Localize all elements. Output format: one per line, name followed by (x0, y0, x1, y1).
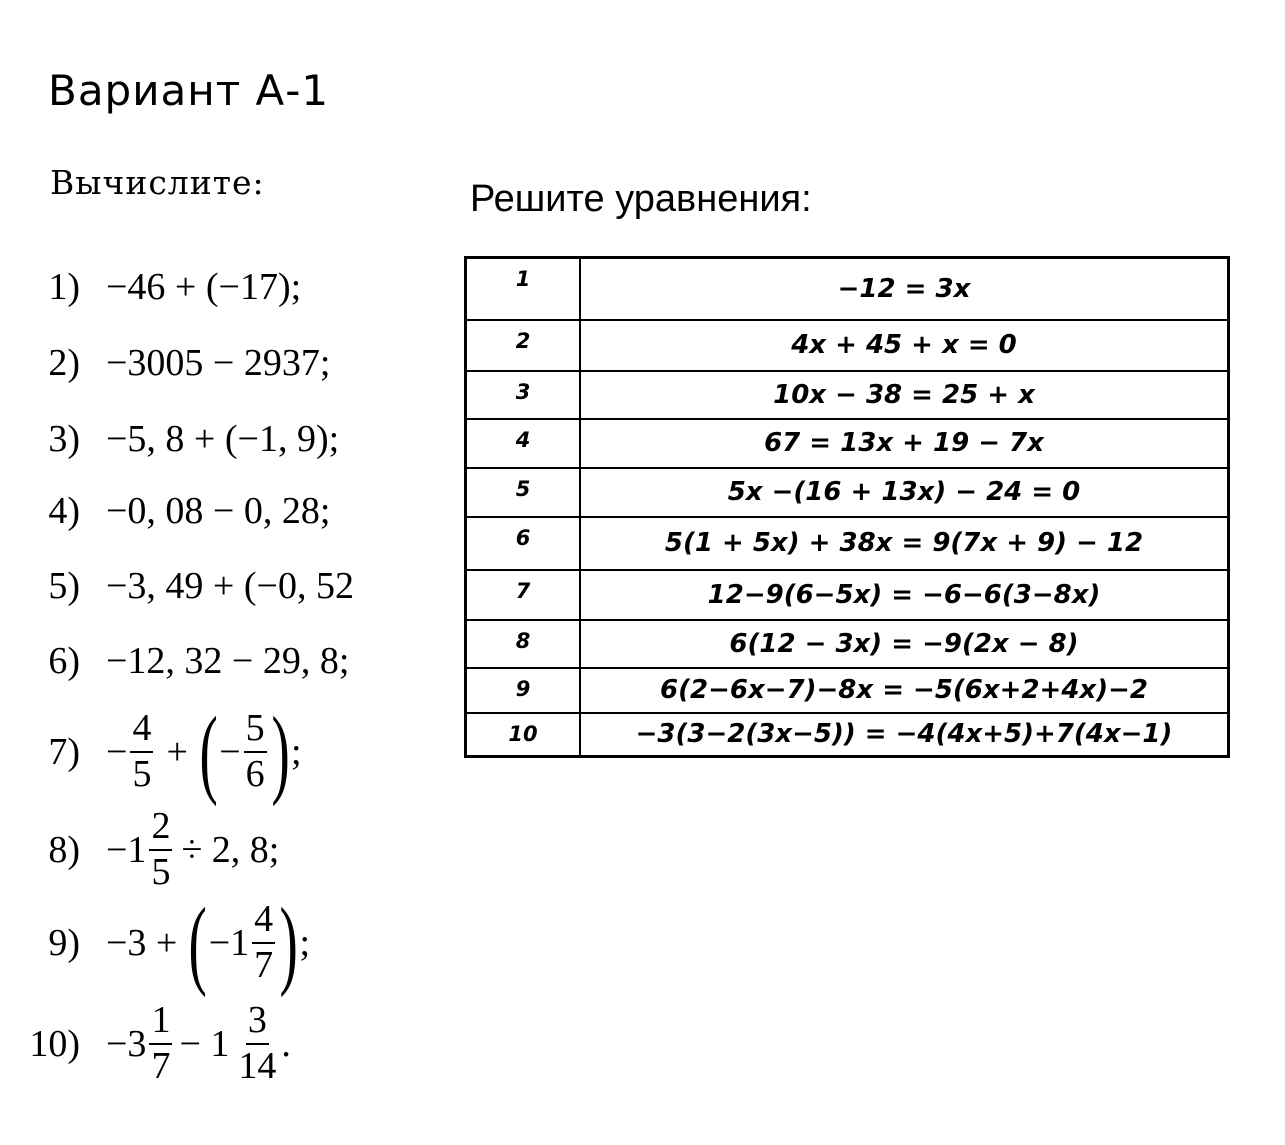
problem-number: 7) (48, 731, 80, 773)
open-paren: ( (188, 887, 208, 998)
expr-part: ÷ 2, 8; (181, 829, 280, 871)
calc-problem (0, 264, 301, 310)
fraction-numerator: 1 (149, 1001, 172, 1045)
problem-expression (106, 887, 310, 998)
problem-number: 10) (29, 1023, 80, 1065)
table-row (466, 620, 1229, 668)
fraction (252, 900, 275, 986)
equations-heading: Решите уравнения: (470, 178, 812, 220)
problem-number: 6) (48, 640, 80, 682)
fraction-numerator: 5 (244, 709, 267, 753)
problem-number: 2) (48, 342, 80, 384)
equation-number: 7 (466, 570, 581, 620)
calculation-problems (0, 0, 440, 1145)
equation-cell: 12−9(6−5x) = −6−6(3−8x) (580, 570, 1229, 620)
calc-problem (0, 563, 354, 609)
fraction (244, 709, 267, 795)
equation-number: 1 (466, 258, 581, 320)
equation-number: 10 (466, 713, 581, 757)
equation-cell: 5x −(16 + 13x) − 24 = 0 (580, 468, 1229, 517)
calc-problem (0, 696, 302, 807)
problem-expression: −12, 32 − 29, 8; (106, 640, 350, 682)
fraction-denominator: 6 (245, 753, 265, 795)
fraction (149, 807, 172, 893)
fraction-denominator: 14 (238, 1045, 277, 1087)
problem-expression (106, 696, 302, 807)
expr-part: −3 + (106, 922, 178, 964)
equation-number: 9 (466, 668, 581, 713)
equation-cell: 10x − 38 = 25 + x (580, 371, 1229, 419)
equation-cell: −12 = 3x (580, 258, 1229, 320)
table-row (466, 468, 1229, 517)
fraction (236, 1001, 278, 1087)
fraction-numerator: 4 (130, 709, 153, 753)
equation-number: 2 (466, 320, 581, 371)
table-row (466, 517, 1229, 570)
expr-part: + (166, 731, 188, 773)
problem-expression: −46 + (−17); (106, 266, 302, 308)
equation-cell: 5(1 + 5x) + 38x = 9(7x + 9) − 12 (580, 517, 1229, 570)
close-paren: ) (279, 887, 298, 998)
problem-expression (106, 807, 279, 893)
table-row (466, 713, 1229, 757)
equation-cell: 67 = 13x + 19 − 7x (580, 419, 1229, 468)
equation-number: 4 (466, 419, 581, 468)
table-row (466, 570, 1229, 620)
equation-number: 3 (466, 371, 581, 419)
problem-expression: −3005 − 2937; (106, 342, 331, 384)
problem-expression: −5, 8 + (−1, 9); (106, 418, 340, 460)
calc-problem (0, 998, 291, 1090)
fraction-numerator: 4 (252, 900, 275, 944)
problem-number: 4) (48, 490, 80, 532)
expr-part: ; (299, 922, 310, 964)
table-row (466, 668, 1229, 713)
problem-number: 9) (48, 922, 80, 964)
problem-expression: −0, 08 − 0, 28; (106, 490, 331, 532)
fraction (130, 709, 153, 795)
expr-part: − 1 (179, 1023, 230, 1065)
problem-expression (106, 1001, 291, 1087)
equation-cell: 6(12 − 3x) = −9(2x − 8) (580, 620, 1229, 668)
problem-number: 3) (48, 418, 80, 460)
calc-problem (0, 340, 330, 386)
fraction (149, 1001, 172, 1087)
equation-number: 8 (466, 620, 581, 668)
problem-number: 1) (48, 266, 80, 308)
expr-part: −1 (106, 829, 147, 871)
table-row (466, 419, 1229, 468)
table-row (466, 258, 1229, 320)
expr-part: ; (290, 731, 302, 773)
expr-part: − (219, 731, 241, 773)
expr-part: −3 (106, 1023, 147, 1065)
equation-number: 5 (466, 468, 581, 517)
table-row (466, 371, 1229, 419)
equation-number: 6 (466, 517, 581, 570)
expr-part: − (106, 731, 128, 773)
equation-cell: 6(2−6x−7)−8x = −5(6x+2+4x)−2 (580, 668, 1229, 713)
fraction-denominator: 7 (151, 1045, 171, 1087)
expr-part: −1 (208, 922, 250, 964)
table-row (466, 320, 1229, 371)
open-paren: ( (199, 696, 218, 807)
page-title: Вариант А-1 (48, 66, 330, 115)
fraction-numerator: 3 (246, 1001, 269, 1045)
expr-part: . (281, 1023, 291, 1065)
fraction-denominator: 5 (132, 753, 152, 795)
fraction-numerator: 2 (149, 807, 172, 851)
problem-number: 5) (48, 565, 80, 607)
close-paren: ) (271, 696, 290, 807)
calc-problem (0, 804, 279, 896)
fraction-denominator: 7 (254, 944, 274, 986)
equations-table (464, 256, 1230, 758)
calc-problem (0, 416, 339, 462)
equation-cell: 4x + 45 + x = 0 (580, 320, 1229, 371)
problem-expression: −3, 49 + (−0, 52 (106, 565, 354, 607)
problem-number: 8) (48, 829, 80, 871)
fraction-denominator: 5 (151, 851, 171, 893)
calc-problem (0, 638, 349, 684)
calculate-heading: Вычислите: (50, 163, 265, 202)
calc-problem (0, 488, 330, 534)
calc-problem (0, 887, 310, 998)
equation-cell: −3(3−2(3x−5)) = −4(4x+5)+7(4x−1) (580, 713, 1229, 757)
